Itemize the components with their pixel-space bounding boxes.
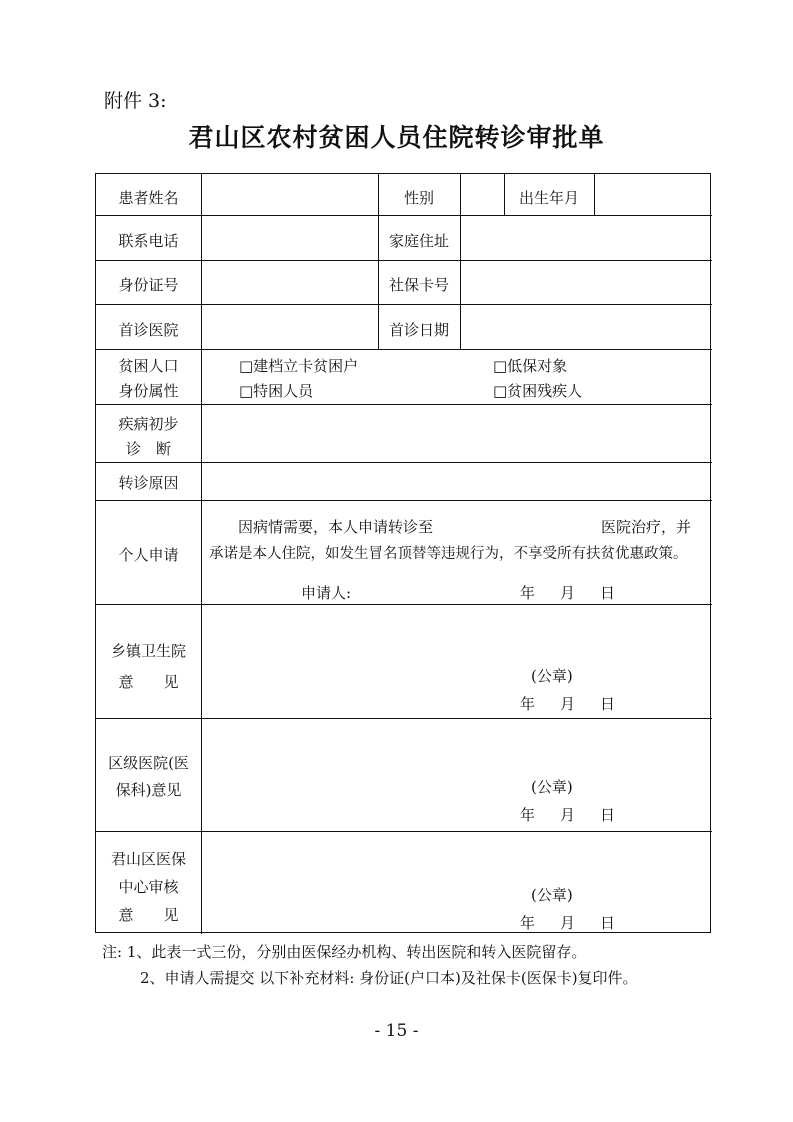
row-divider (96, 215, 712, 216)
social-card-label: 社保卡号 (388, 276, 449, 294)
footnote-2: 2、申请人需提交 以下补充材料: 身份证(户口本)及社保卡(医保卡)复印件。 (140, 969, 638, 987)
district-opinion-label: 区级医院(医 (108, 754, 189, 772)
row-divider (96, 260, 712, 261)
date-year: 年 (520, 695, 536, 713)
official-seal-label: (公章) (531, 667, 573, 685)
checkbox-poor-disabled[interactable]: □贫困残疾人 (493, 382, 583, 400)
row-divider (96, 462, 712, 463)
footnote-1: 注: 1、此表一式三份，分别由医保经办机构、转出医院和转入医院留存。 (102, 943, 587, 961)
application-statement: 医院治疗，并 (601, 518, 692, 536)
first-hospital-label: 首诊医院 (118, 321, 179, 339)
date-month: 月 (560, 806, 576, 824)
date-day: 日 (600, 695, 616, 713)
approval-form-table (95, 173, 711, 933)
row-divider (96, 349, 712, 350)
date-month: 月 (560, 584, 576, 602)
personal-application-label: 个人申请 (118, 546, 179, 564)
gender-label: 性别 (403, 189, 434, 207)
center-review-label: 中心审核 (118, 878, 179, 896)
phone-label: 联系电话 (118, 232, 179, 250)
attachment-label: 附件 3: (104, 90, 167, 112)
address-label: 家庭住址 (388, 232, 449, 250)
col-divider (201, 174, 202, 934)
application-statement: 因病情需要，本人申请转诊至 (238, 518, 434, 536)
township-opinion-label: 乡镇卫生院 (110, 642, 186, 660)
date-day: 日 (600, 914, 616, 932)
application-commitment: 承诺是本人住院，如发生冒名顶替等违规行为，不享受所有扶贫优惠政策。 (209, 546, 688, 562)
date-year: 年 (520, 914, 536, 932)
official-seal-label: (公章) (531, 886, 573, 904)
patient-name-label: 患者姓名 (118, 189, 179, 207)
first-date-label: 首诊日期 (388, 321, 449, 339)
poverty-category-label: 身份属性 (118, 382, 179, 400)
date-month: 月 (560, 914, 576, 932)
checkbox-special-hardship[interactable]: □特困人员 (239, 382, 314, 400)
district-opinion-label: 保科)意见 (115, 781, 182, 799)
row-divider (96, 718, 712, 719)
date-month: 月 (560, 695, 576, 713)
date-day: 日 (600, 806, 616, 824)
page-number: - 15 - (374, 1021, 419, 1041)
col-divider (460, 174, 461, 349)
poverty-category-label: 贫困人口 (118, 357, 179, 375)
row-divider (96, 604, 712, 605)
transfer-reason-label: 转诊原因 (118, 474, 179, 492)
row-divider (96, 831, 712, 832)
date-year: 年 (520, 584, 536, 602)
center-review-label: 意 见 (118, 906, 179, 924)
applicant-signature-label: 申请人: (301, 584, 352, 602)
id-number-label: 身份证号 (118, 276, 179, 294)
row-divider (96, 500, 712, 501)
checkbox-low-income[interactable]: □低保对象 (493, 357, 568, 375)
center-review-label: 君山区医保 (110, 850, 186, 868)
diagnosis-label: 疾病初步 (118, 415, 179, 433)
col-divider (594, 174, 595, 215)
official-seal-label: (公章) (531, 778, 573, 796)
township-opinion-label: 意 见 (118, 673, 179, 691)
row-divider (96, 404, 712, 405)
checkbox-registered-poor[interactable]: □建档立卡贫困户 (239, 357, 359, 375)
date-day: 日 (600, 584, 616, 602)
birth-date-label: 出生年月 (518, 189, 579, 207)
diagnosis-label: 诊 断 (125, 440, 171, 458)
document-title: 君山区农村贫困人员住院转诊审批单 (188, 123, 605, 152)
date-year: 年 (520, 806, 536, 824)
row-divider (96, 304, 712, 305)
